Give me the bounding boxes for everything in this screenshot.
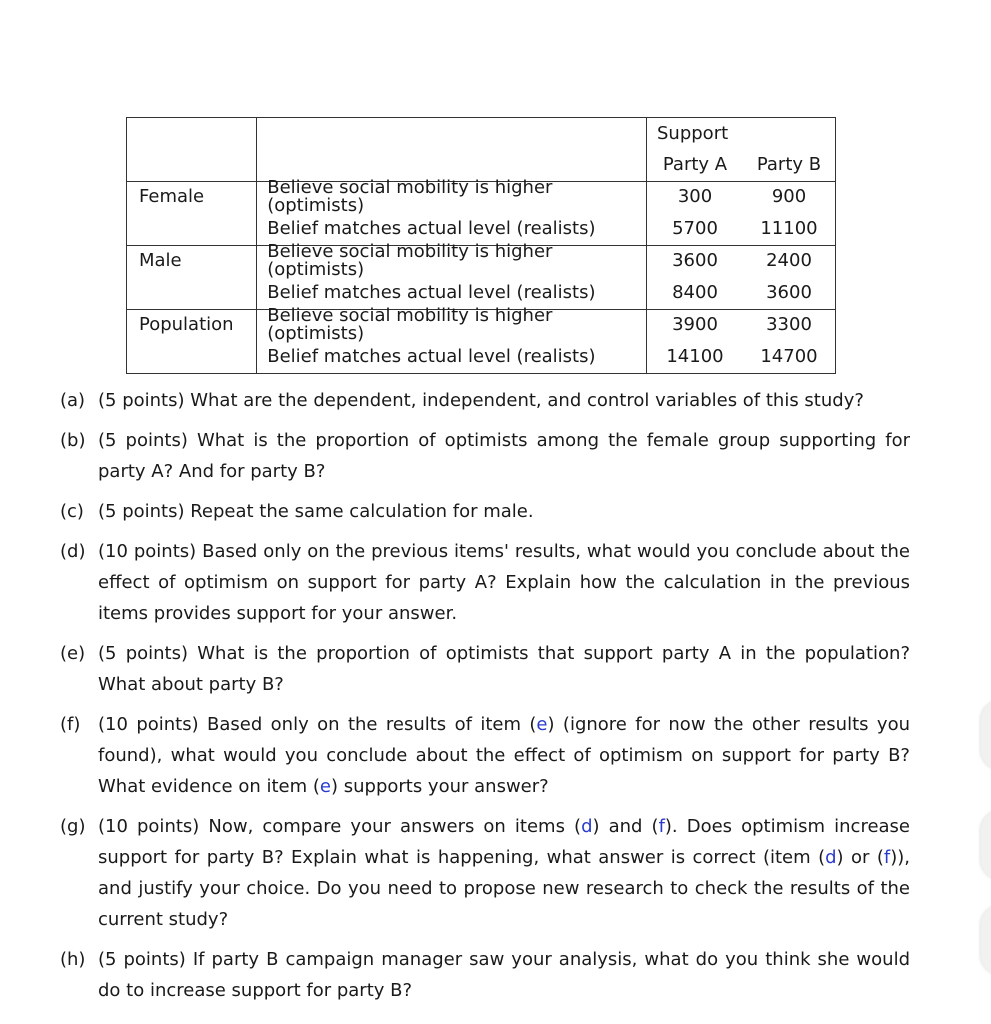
question-tag: (a) bbox=[60, 390, 86, 411]
question-tag: (h) bbox=[60, 949, 86, 970]
question-item-c bbox=[60, 496, 910, 527]
header-empty-label-cell bbox=[127, 118, 257, 182]
row-desc: Believe social mobility is higher (optimists) bbox=[267, 177, 553, 217]
item-ref-link[interactable]: f bbox=[658, 816, 665, 837]
question-item-a bbox=[60, 385, 910, 416]
value-cell: 5700 bbox=[672, 217, 718, 239]
question-item-h bbox=[60, 944, 910, 1006]
table-header-row bbox=[127, 118, 836, 182]
value-cell: 2400 bbox=[766, 250, 812, 272]
question-text: (5 points) If party B campaign manager saw your analysis, what do you think she would do to increase support for party B? bbox=[98, 949, 910, 1001]
row-desc: Belief matches actual level (realists) bbox=[267, 217, 596, 239]
question-text: (5 points) What is the proportion of optimists among the female group supporting for party A? And for party B? bbox=[98, 430, 910, 482]
group-label-population: Population bbox=[139, 314, 234, 336]
group-label-female: Female bbox=[139, 186, 205, 208]
value-cell: 3300 bbox=[766, 314, 812, 336]
value-cell: 300 bbox=[677, 186, 713, 208]
question-text: (10 points) Based only on the previous items' results, what would you conclude about the effect of optimism on support for party A? Explain how the calculation in the previous items provides support for your answer. bbox=[98, 541, 910, 624]
header-support-cell bbox=[647, 118, 836, 182]
value-cell: 14100 bbox=[666, 345, 724, 367]
question-text: (5 points) What are the dependent, independent, and control variables of this study? bbox=[98, 390, 864, 411]
question-tag: (c) bbox=[60, 501, 84, 522]
item-ref-link[interactable]: e bbox=[319, 776, 331, 797]
party-a-header: Party A bbox=[662, 153, 728, 175]
table-row-female bbox=[127, 181, 836, 245]
support-header: Support bbox=[657, 122, 729, 144]
question-item-b bbox=[60, 425, 910, 487]
value-cell: 3600 bbox=[672, 250, 718, 272]
question-text: (5 points) Repeat the same calculation for male. bbox=[98, 501, 534, 522]
question-tag: (g) bbox=[60, 816, 86, 837]
value-cell: 3600 bbox=[766, 281, 812, 303]
data-table bbox=[126, 117, 836, 374]
question-tag: (e) bbox=[60, 643, 86, 664]
value-cell: 3900 bbox=[672, 314, 718, 336]
edge-overlay-shape bbox=[981, 905, 991, 975]
question-item-g bbox=[60, 811, 910, 935]
question-item-f bbox=[60, 709, 910, 802]
value-cell: 8400 bbox=[672, 281, 718, 303]
question-tag: (f) bbox=[60, 714, 81, 735]
row-desc: Belief matches actual level (realists) bbox=[267, 281, 596, 303]
question-item-e bbox=[60, 638, 910, 700]
item-ref-link[interactable]: f bbox=[883, 847, 891, 868]
value-cell: 14700 bbox=[760, 345, 818, 367]
header-empty-desc-cell bbox=[257, 118, 647, 182]
question-text: (10 points) Now, compare your answers on items (d) and (f). Does optimism increase support for party B? Explain what is happening, what answer is correct (item (d) or (f)), and justify your choice. Do you need to propose new research to check the results of the current study? bbox=[98, 816, 911, 930]
question-tag: (d) bbox=[60, 541, 86, 562]
question-list bbox=[60, 385, 910, 1015]
question-text: (10 points) Based only on the results of item (e) (ignore for now the other results you found), what would you conclude about the effect of optimism on support for party B? What evidence on item (e) supports your answer? bbox=[98, 714, 910, 797]
question-item-d bbox=[60, 536, 910, 629]
value-cell: 11100 bbox=[760, 217, 818, 239]
question-text: (5 points) What is the proportion of optimists that support party A in the population? What about party B? bbox=[98, 643, 910, 695]
value-cell: 900 bbox=[771, 186, 807, 208]
item-ref-link[interactable]: e bbox=[536, 714, 548, 735]
question-tag: (b) bbox=[60, 430, 86, 451]
row-desc: Belief matches actual level (realists) bbox=[267, 345, 596, 367]
party-b-header: Party B bbox=[756, 153, 822, 175]
edge-overlay-shape bbox=[981, 810, 991, 880]
edge-overlay-shape bbox=[981, 700, 991, 770]
row-desc: Believe social mobility is higher (optimists) bbox=[267, 305, 553, 345]
table-row-population bbox=[127, 309, 836, 373]
row-desc: Believe social mobility is higher (optimists) bbox=[267, 241, 553, 281]
table-row-male bbox=[127, 245, 836, 309]
item-ref-link[interactable]: d bbox=[825, 847, 837, 868]
group-label-male: Male bbox=[139, 250, 182, 272]
item-ref-link[interactable]: d bbox=[581, 816, 593, 837]
